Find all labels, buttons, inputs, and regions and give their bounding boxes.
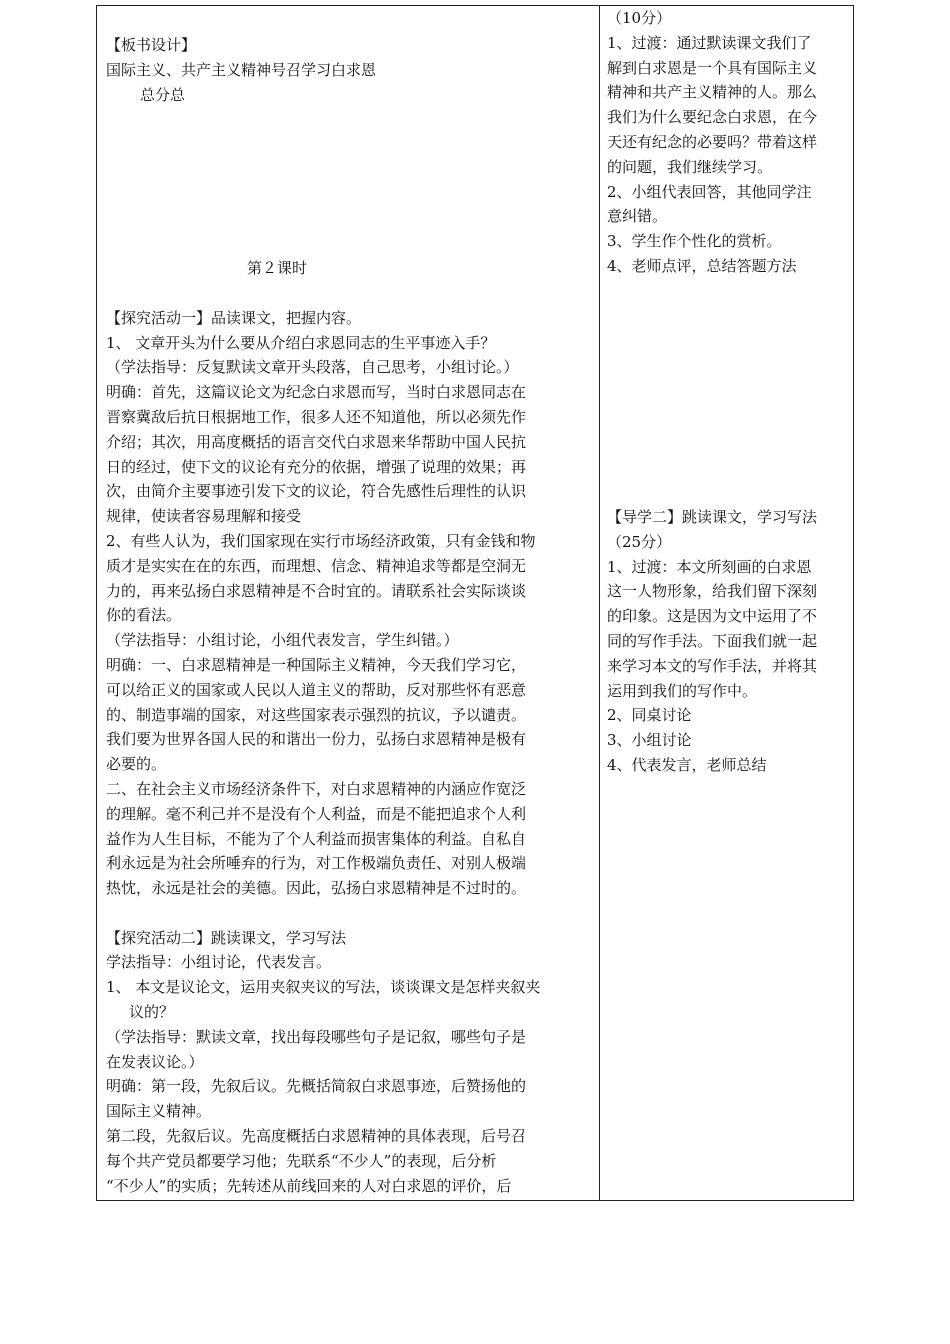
question-2-line: 2、有些人认为，我们国家现在实行市场经济政策，只有金钱和物 [106, 531, 536, 550]
activity-2-guide-line: 在发表议论。） [106, 1052, 204, 1071]
question-2-line: 力的，再来弘扬白求恩精神是不合时宜的。请联系社会实际谈谈 [106, 581, 527, 600]
guide-2-line: 的印象。这是因为文中运用了不 [607, 607, 818, 626]
answer-1-line: 明确：首先，这篇议论文为纪念白求恩而写，当时白求恩同志在 [106, 383, 527, 402]
answer-2a-line: 的、制造事端的国家，对这些国家表示强烈的抗议，予以谴责。 [106, 705, 527, 724]
column-divider [599, 6, 600, 1200]
guide-1-line: 我们为什么要纪念白求恩，在今 [607, 108, 818, 127]
activity-2-guide: 学法指导：小组讨论，代表发言。 [106, 953, 332, 972]
answer-1-line: 次，由简介主要事迹引发下文的议论，符合先感性后理性的认识 [106, 482, 527, 501]
answer-2b-line: 利永远是为社会所唾弃的行为，对工作极端负责任、对别人极端 [106, 854, 527, 873]
guide-1-line: 1、过渡：通过默读课文我们了 [607, 33, 812, 52]
answer-2b-line: 益作为人生目标，不能为了个人利益而损害集体的利益。自私自 [106, 829, 527, 848]
answer-2a-line: 明确：一、白求恩精神是一种国际主义精神，今天我们学习它， [106, 655, 527, 674]
score-1: （10分） [607, 9, 672, 27]
guide-2-line: 这一人物形象，给我们留下深刻 [607, 582, 818, 601]
question-2-line: 质才是实实在在的东西，而理想、信念、精神追求等都是空洞无 [106, 556, 527, 575]
guide-2-line: 来学习本文的写作手法，并将其 [607, 656, 818, 675]
board-design-title: 【板书设计】 [106, 36, 197, 54]
activity-2-question-1-cont: 议的？ [129, 1003, 175, 1022]
right-column-guide-2 [607, 505, 847, 778]
board-line-2: 总分总 [140, 85, 186, 104]
right-column [607, 6, 847, 279]
activity-2-guide-line: （学法指导：默读文章，找出每段哪些句子是记叙，哪些句子是 [106, 1027, 527, 1046]
answer-2b-line: 热忱，永远是社会的美德。因此，弘扬白求恩精神是不过时的。 [106, 879, 527, 898]
answer-1-line: 规律，使读者容易理解和接受 [106, 507, 302, 526]
activity-2-answer-line: 第二段，先叙后议。先高度概括白求恩精神的具体表现，后号召 [106, 1127, 527, 1146]
guide-1-line: 的问题，我们继续学习。 [607, 157, 773, 176]
guide-2-line: 3、小组讨论 [607, 731, 692, 750]
activity-2-answer-line: 国际主义精神。 [106, 1102, 212, 1121]
activity-2-answer-line: “不少人”的实质；先转述从前线回来的人对白求恩的评价，后 [106, 1176, 512, 1195]
guide-2-line: 同的写作手法。下面我们就一起 [607, 631, 818, 650]
guide-1-line: 意纠错。 [607, 207, 668, 226]
answer-1-line: 介绍；其次，用高度概括的语言交代白求恩来华帮助中国人民抗 [106, 432, 527, 451]
lesson-plan-table [96, 5, 854, 1201]
guide-1-line: 解到白求恩是一个具有国际主义 [607, 58, 818, 77]
answer-1-line: 日的经过，使下文的议论有充分的依据，增强了说理的效果；再 [106, 457, 527, 476]
question-2-line: 你的看法。 [106, 606, 182, 625]
question-1-guide: （学法指导：反复默读文章开头段落，自己思考，小组讨论。） [106, 358, 519, 377]
guide-2-line: 2、同桌讨论 [607, 706, 692, 725]
question-2-guide: （学法指导：小组讨论，小组代表发言，学生纠错。） [106, 631, 459, 650]
answer-2b-line: 的理解。毫不利己并不是没有个人利益，而是不能把追求个人利 [106, 804, 527, 823]
activity-1-heading: 【探究活动一】品读课文，把握内容。 [106, 308, 362, 327]
left-column [106, 33, 590, 1198]
guide-2-line: 运用到我们的写作中。 [607, 681, 758, 700]
answer-2a-line: 我们要为世界各国人民的和谐出一份力，弘扬白求恩精神是极有 [106, 730, 527, 749]
guide-1-line: 2、小组代表回答，其他同学注 [607, 182, 812, 201]
guide-1-line: 天还有纪念的必要吗？带着这样 [607, 132, 818, 151]
answer-2a-line: 必要的。 [106, 755, 167, 774]
guide-1-line: 3、学生作个性化的赏析。 [607, 232, 782, 251]
activity-2-heading: 【探究活动二】跳读课文，学习写法 [106, 928, 347, 947]
guide-2-line: 1、过渡：本文所刻画的白求恩 [607, 557, 812, 576]
activity-2-answer-line: 明确：第一段，先叙后议。先概括简叙白求恩事迹，后赞扬他的 [106, 1077, 527, 1096]
board-line-1: 国际主义、共产主义精神号召学习白求恩 [106, 60, 377, 79]
question-1: 1、 文章开头为什么要从介绍白求恩同志的生平事迹入手？ [106, 333, 496, 352]
score-2: （25分） [607, 532, 672, 551]
answer-2b-line: 二、在社会主义市场经济条件下，对白求恩精神的内涵应作宽泛 [106, 779, 527, 798]
guide-1-line: 精神和共产主义精神的人。那么 [607, 83, 818, 102]
guide-2-line: 4、代表发言，老师总结 [607, 755, 767, 774]
activity-2-question-1: 1、 本文是议论文，运用夹叙夹议的写法，谈谈课文是怎样夹叙夹 [106, 978, 541, 997]
guide-1-line: 4、老师点评，总结答题方法 [607, 256, 797, 275]
guide-2-heading: 【导学二】跳读课文，学习写法 [607, 508, 818, 526]
activity-2-answer-line: 每个共产党员都要学习他；先联系“不少人”的表现，后分析 [106, 1151, 497, 1170]
answer-2a-line: 可以给正义的国家或人民以人道主义的帮助，反对那些怀有恶意 [106, 680, 527, 699]
lesson-label: 第２课时 [247, 259, 308, 278]
answer-1-line: 晋察冀敌后抗日根据地工作，很多人还不知道他，所以必须先作 [106, 407, 527, 426]
